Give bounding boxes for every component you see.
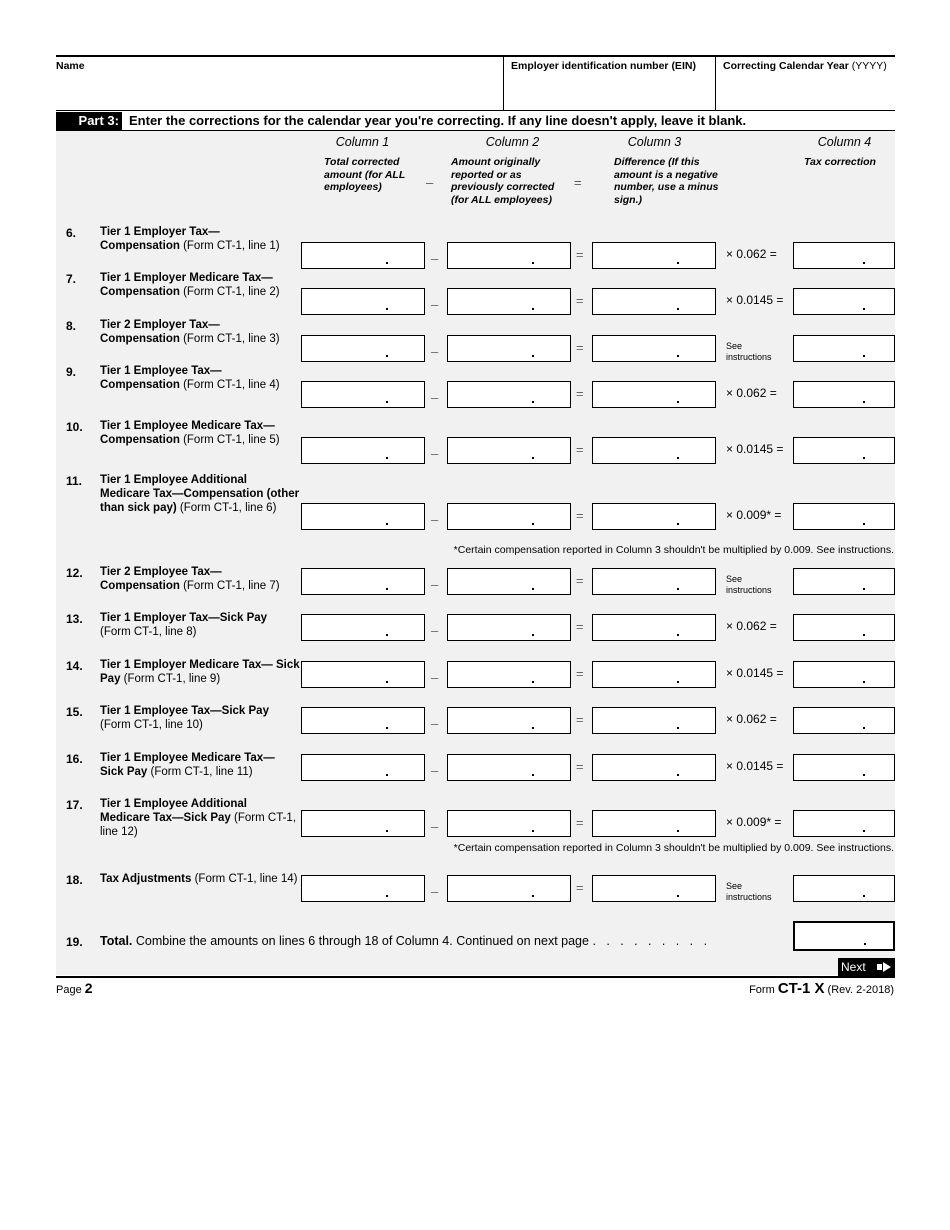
multiplier: × 0.0145 =: [726, 759, 784, 773]
column-4-input[interactable]: [793, 437, 895, 464]
line-number: 19.: [66, 935, 83, 949]
decimal-point: [863, 308, 865, 310]
column-1-input[interactable]: [301, 754, 425, 781]
decimal-point: [863, 895, 865, 897]
line-reference: (Form CT-1, line 3): [183, 333, 280, 345]
form-prefix: Form: [749, 984, 778, 996]
equals-sign: =: [574, 175, 582, 190]
column-1-input[interactable]: [301, 335, 425, 362]
decimal-point: [863, 727, 865, 729]
decimal-point: [386, 523, 388, 525]
column-1-input[interactable]: [301, 288, 425, 315]
total-bold: Total.: [100, 934, 133, 948]
decimal-point: [677, 262, 679, 264]
line-title: Tier 1 Employer Medicare Tax— Compensation: [100, 272, 273, 298]
equals-sign: =: [576, 712, 584, 727]
line-reference: (Form CT-1, line 8): [100, 626, 197, 638]
column-3-input[interactable]: [592, 437, 716, 464]
line-title: Tier 1 Employee Medicare Tax— Compensation: [100, 420, 275, 446]
decimal-point: [386, 681, 388, 683]
line-number: 9.: [66, 365, 77, 379]
name-label: Name: [56, 60, 85, 72]
column-3-input[interactable]: [592, 381, 716, 408]
minus-sign: –: [431, 577, 439, 592]
page-number: [56, 980, 93, 996]
decimal-point: [386, 774, 388, 776]
column-2-input[interactable]: [447, 335, 571, 362]
column-4-input[interactable]: [793, 288, 895, 315]
column-3-input[interactable]: [592, 503, 716, 530]
column-2-input[interactable]: [447, 810, 571, 837]
multiplier: × 0.062 =: [726, 619, 777, 633]
decimal-point: [863, 634, 865, 636]
decimal-point: [677, 727, 679, 729]
line-title: Tier 1 Employee Additional Medicare Tax—Compensation (other than sick pay): [100, 474, 300, 514]
decimal-point: [677, 830, 679, 832]
multiplier: × 0.0145 =: [726, 442, 784, 456]
equals-sign: =: [576, 442, 584, 457]
see-instructions: See instructions: [726, 881, 772, 902]
minus-sign: –: [431, 623, 439, 638]
line-title: Tax Adjustments: [100, 873, 192, 885]
equals-sign: =: [576, 619, 584, 634]
column-2-input[interactable]: [447, 875, 571, 902]
next-label: Next: [841, 960, 866, 974]
form-id: [749, 980, 894, 997]
equals-sign: =: [576, 815, 584, 830]
equals-sign: =: [576, 880, 584, 895]
column-3-input[interactable]: [592, 242, 716, 269]
decimal-point: [532, 727, 534, 729]
line-number: 18.: [66, 873, 83, 887]
column-4-input[interactable]: [793, 875, 895, 902]
decimal-point: [677, 355, 679, 357]
line-reference: (Form CT-1, line 11): [150, 766, 253, 778]
line-title: Tier 1 Employee Additional Medicare Tax—Sick Pay: [100, 798, 247, 824]
minus-sign: –: [431, 344, 439, 359]
column-2-title: Column 2: [485, 135, 540, 149]
decimal-point: [863, 355, 865, 357]
column-3-input[interactable]: [592, 875, 716, 902]
column-1-input[interactable]: [301, 242, 425, 269]
column-2-desc: Amount originally reported or as previously corrected (for ALL employees): [451, 156, 555, 206]
bottom-rule: [56, 976, 895, 978]
line-reference: (Form CT-1, line 9): [123, 673, 221, 685]
next-arrow-icon: [883, 962, 891, 972]
line-number: 17.: [66, 798, 83, 812]
decimal-point: [863, 681, 865, 683]
decimal-point: [386, 401, 388, 403]
line-number: 6.: [66, 226, 77, 240]
column-4-input[interactable]: [793, 242, 895, 269]
year-label-text: Correcting Calendar Year: [723, 60, 849, 72]
line-description: [100, 225, 300, 253]
line-description: [100, 611, 300, 639]
decimal-point: [863, 830, 865, 832]
line-number: 13.: [66, 612, 83, 626]
line-number: 10.: [66, 420, 83, 434]
column-3-input[interactable]: [592, 810, 716, 837]
column-3-input[interactable]: [592, 288, 716, 315]
decimal-point: [386, 588, 388, 590]
column-4-input[interactable]: [793, 381, 895, 408]
equals-sign: =: [576, 340, 584, 355]
minus-sign: –: [431, 716, 439, 731]
decimal-point: [386, 634, 388, 636]
decimal-point: [532, 355, 534, 357]
line-number: 8.: [66, 319, 77, 333]
line-description: [100, 751, 300, 779]
total-input[interactable]: [793, 921, 895, 951]
column-4-input[interactable]: [793, 810, 895, 837]
part-label: Part 3:: [56, 112, 122, 130]
line-number: 12.: [66, 566, 83, 580]
column-2-input[interactable]: [447, 614, 571, 641]
decimal-point: [386, 262, 388, 264]
total-text: Combine the amounts on lines 6 through 18 of Column 4. Continued on next page: [132, 934, 589, 948]
column-4-input[interactable]: [793, 661, 895, 688]
part-3-header: [56, 112, 895, 131]
dot-leader: . . . . . . . . .: [588, 934, 708, 948]
column-3-input[interactable]: [592, 568, 716, 595]
decimal-point: [677, 634, 679, 636]
line-description: [100, 473, 300, 515]
line-title: Tier 2 Employer Tax— Compensation: [100, 319, 220, 345]
year-hint: (YYYY): [851, 60, 887, 72]
decimal-point: [386, 308, 388, 310]
decimal-point: [532, 634, 534, 636]
footnote: *Certain compensation reported in Column 3 shouldn't be multiplied by 0.009. See instructions.: [453, 842, 894, 854]
column-2-input[interactable]: [447, 242, 571, 269]
decimal-point: [386, 830, 388, 832]
column-1-desc: Total corrected amount (for ALL employees): [324, 156, 406, 193]
decimal-point: [532, 262, 534, 264]
column-1-input[interactable]: [301, 810, 425, 837]
decimal-point: [863, 401, 865, 403]
total-description: [100, 934, 707, 948]
year-label: [723, 60, 887, 72]
column-4-input[interactable]: [793, 614, 895, 641]
minus-sign: –: [431, 763, 439, 778]
column-2-input[interactable]: [447, 754, 571, 781]
column-3-input[interactable]: [592, 707, 716, 734]
column-3-input[interactable]: [592, 614, 716, 641]
decimal-point: [677, 588, 679, 590]
line-reference: (Form CT-1, line 14): [194, 873, 298, 885]
column-1-input[interactable]: [301, 661, 425, 688]
decimal-point: [532, 895, 534, 897]
equals-sign: =: [576, 759, 584, 774]
column-2-input[interactable]: [447, 503, 571, 530]
decimal-point: [677, 523, 679, 525]
column-3-input[interactable]: [592, 335, 716, 362]
line-description: [100, 419, 300, 447]
column-2-input[interactable]: [447, 437, 571, 464]
line-number: 14.: [66, 659, 83, 673]
divider: [715, 57, 716, 110]
minus-sign: –: [431, 670, 439, 685]
column-2-input[interactable]: [447, 707, 571, 734]
column-4-input[interactable]: [793, 754, 895, 781]
equals-sign: =: [576, 386, 584, 401]
minus-sign: –: [431, 446, 439, 461]
line-number: 15.: [66, 705, 83, 719]
decimal-point: [677, 308, 679, 310]
minus-sign: –: [426, 175, 434, 190]
column-3-input[interactable]: [592, 661, 716, 688]
column-4-desc: Tax correction: [804, 156, 876, 168]
line-description: [100, 658, 300, 686]
line-title: Tier 1 Employee Tax—Sick Pay: [100, 705, 269, 717]
decimal-point: [532, 457, 534, 459]
multiplier: × 0.062 =: [726, 247, 777, 261]
decimal-point: [532, 401, 534, 403]
column-1-input[interactable]: [301, 707, 425, 734]
equals-sign: =: [576, 247, 584, 262]
line-title: Tier 1 Employee Tax— Compensation: [100, 365, 222, 391]
next-arrow-icon: [877, 964, 882, 970]
multiplier: × 0.062 =: [726, 712, 777, 726]
column-3-input[interactable]: [592, 754, 716, 781]
decimal-point: [863, 523, 865, 525]
decimal-point: [863, 774, 865, 776]
column-1-title: Column 1: [335, 135, 390, 149]
line-description: [100, 797, 300, 839]
line-description: [100, 271, 300, 299]
decimal-point: [863, 588, 865, 590]
decimal-point: [532, 681, 534, 683]
multiplier: × 0.009* =: [726, 815, 782, 829]
decimal-point: [386, 727, 388, 729]
equals-sign: =: [576, 573, 584, 588]
line-title: Tier 1 Employer Tax— Compensation: [100, 226, 220, 252]
line-number: 11.: [66, 474, 83, 488]
column-2-input[interactable]: [447, 288, 571, 315]
line-reference: (Form CT-1, line 7): [183, 580, 280, 592]
equals-sign: =: [576, 293, 584, 308]
decimal-point: [677, 457, 679, 459]
minus-sign: –: [431, 884, 439, 899]
column-4-input[interactable]: [793, 335, 895, 362]
decimal-point: [677, 681, 679, 683]
column-3-title: Column 3: [627, 135, 682, 149]
column-4-input[interactable]: [793, 503, 895, 530]
line-number: 16.: [66, 752, 83, 766]
decimal-point: [532, 774, 534, 776]
column-2-input[interactable]: [447, 381, 571, 408]
minus-sign: –: [431, 390, 439, 405]
year-field[interactable]: [723, 57, 895, 109]
line-number: 7.: [66, 272, 77, 286]
minus-sign: –: [431, 251, 439, 266]
next-button[interactable]: [838, 958, 895, 976]
column-2-input[interactable]: [447, 661, 571, 688]
ein-field[interactable]: [511, 57, 715, 109]
line-title: Tier 1 Employee Medicare Tax— Sick Pay: [100, 752, 275, 778]
column-1-input[interactable]: [301, 568, 425, 595]
line-description: [100, 872, 300, 886]
line-title: Tier 1 Employer Tax—Sick Pay: [100, 612, 268, 624]
form-name: CT-1 X: [777, 980, 825, 997]
line-description: [100, 364, 300, 392]
name-field[interactable]: [56, 57, 503, 109]
equals-sign: =: [576, 508, 584, 523]
column-4-input[interactable]: [793, 707, 895, 734]
see-instructions: See instructions: [726, 341, 772, 362]
decimal-point: [386, 355, 388, 357]
multiplier: × 0.062 =: [726, 386, 777, 400]
multiplier: × 0.0145 =: [726, 666, 784, 680]
line-reference: (Form CT-1, line 12): [100, 812, 297, 838]
decimal-point: [864, 943, 866, 945]
column-1-input[interactable]: [301, 437, 425, 464]
decimal-point: [532, 588, 534, 590]
page-num: 2: [84, 980, 93, 996]
column-1-input[interactable]: [301, 503, 425, 530]
part-title: Enter the corrections for the calendar year you're correcting. If any line doesn't apply, leave it blank.: [129, 113, 747, 128]
column-1-input[interactable]: [301, 875, 425, 902]
line-reference: (Form CT-1, line 5): [183, 434, 280, 446]
line-reference: (Form CT-1, line 6): [179, 502, 277, 514]
column-1-input[interactable]: [301, 614, 425, 641]
decimal-point: [386, 457, 388, 459]
ein-label: Employer identification number (EIN): [511, 60, 696, 72]
footnote: *Certain compensation reported in Column 3 shouldn't be multiplied by 0.009. See instructions.: [453, 544, 894, 556]
decimal-point: [677, 401, 679, 403]
line-reference: (Form CT-1, line 10): [100, 719, 203, 731]
line-title: Tier 2 Employee Tax— Compensation: [100, 566, 222, 592]
header-rule: [56, 110, 895, 111]
column-1-input[interactable]: [301, 381, 425, 408]
line-description: [100, 704, 300, 732]
minus-sign: –: [431, 512, 439, 527]
decimal-point: [677, 895, 679, 897]
decimal-point: [677, 774, 679, 776]
see-instructions: See instructions: [726, 574, 772, 595]
line-reference: (Form CT-1, line 2): [183, 286, 280, 298]
decimal-point: [532, 523, 534, 525]
line-reference: (Form CT-1, line 4): [183, 379, 280, 391]
page-prefix: Page: [56, 984, 85, 996]
column-4-title: Column 4: [817, 135, 872, 149]
equals-sign: =: [576, 666, 584, 681]
form-revision: (Rev. 2-2018): [824, 984, 894, 996]
decimal-point: [532, 308, 534, 310]
line-description: [100, 565, 300, 593]
column-3-desc: Difference (If this amount is a negative number, use a minus sign.): [614, 156, 719, 206]
decimal-point: [532, 830, 534, 832]
decimal-point: [863, 457, 865, 459]
column-4-input[interactable]: [793, 568, 895, 595]
divider: [503, 57, 504, 110]
multiplier: × 0.0145 =: [726, 293, 784, 307]
minus-sign: –: [431, 819, 439, 834]
multiplier: × 0.009* =: [726, 508, 782, 522]
minus-sign: –: [431, 297, 439, 312]
line-title: Tier 1 Employer Medicare Tax— Sick Pay: [100, 659, 300, 685]
line-reference: (Form CT-1, line 1): [183, 240, 280, 252]
decimal-point: [863, 262, 865, 264]
column-2-input[interactable]: [447, 568, 571, 595]
line-description: [100, 318, 300, 346]
decimal-point: [386, 895, 388, 897]
